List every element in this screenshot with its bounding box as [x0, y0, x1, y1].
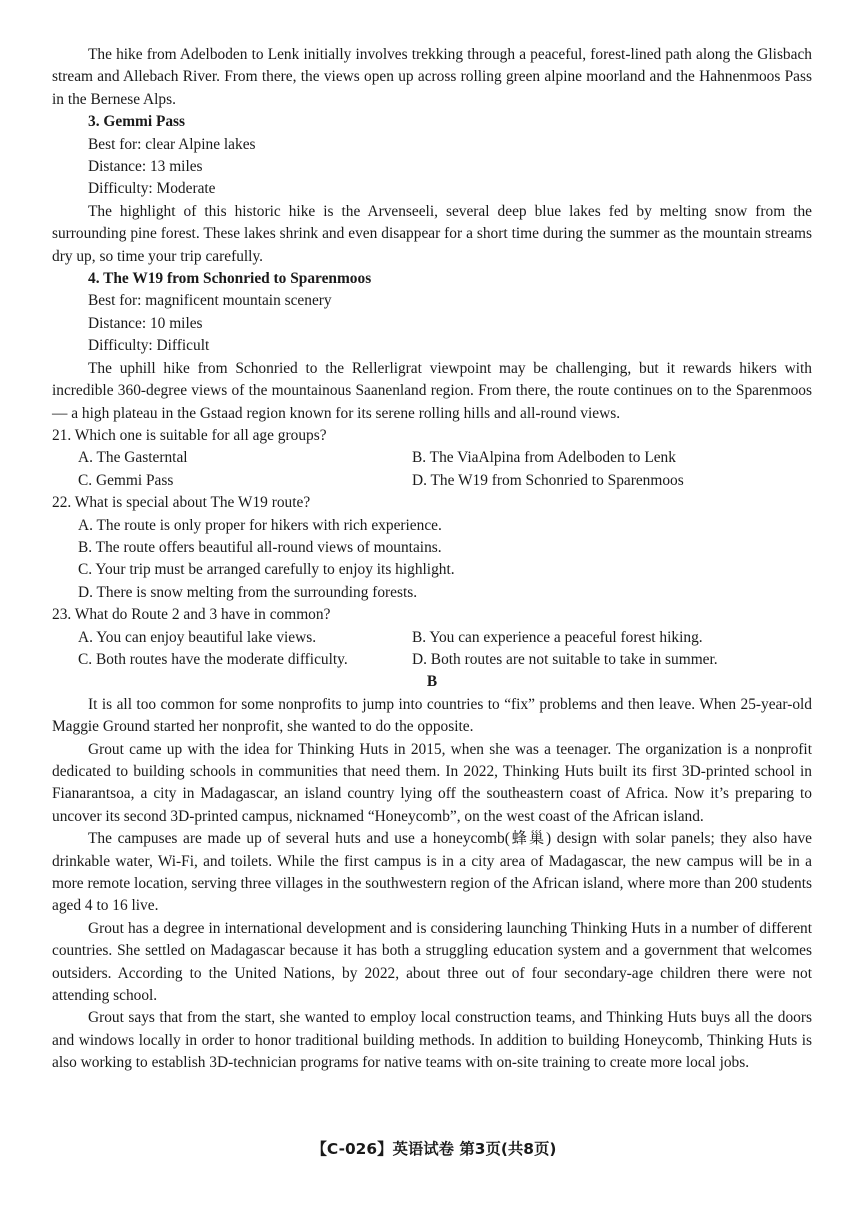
exam-page [52, 44, 812, 1075]
page-footer: 【C-026】英语试卷 第3页(共8页) [311, 1140, 557, 1158]
route4-difficulty: Difficulty: Difficult [88, 337, 210, 355]
q23-option-a: A. You can enjoy beautiful lake views. [78, 628, 317, 646]
q23-options-row1 [52, 627, 812, 649]
route3-title: 3. Gemmi Pass [88, 113, 186, 131]
passage-b-paragraph-4: Grout has a degree in international development and is considering launching Thinking Huts in a number of different countries. She settled on Madagascar because it has both a struggling education system and a government that welcomes outsiders. According to the United Nations, by 2022, about three out of four secondary-age children there were not attending school. [52, 919, 812, 1005]
q21-option-b: B. The ViaAlpina from Adelboden to Lenk [412, 449, 676, 467]
passage-b-paragraph-5: Grout says that from the start, she wanted to employ local construction teams, and Thinking Huts buys all the doors and windows locally in order to honor traditional building methods. In addition to building Honeycomb, Thinking Huts is also working to establish 3D-technician programs for native teams with on-site training to create more local jobs. [52, 1009, 812, 1072]
passage-b-paragraph-3: The campuses are made up of several huts and use a honeycomb(蜂巢) design with solar panels; they also have drinkable water, Wi-Fi, and toilets. While the first campus is in a city area of Madagascar, the new campus will be in a more remote location, serving three villages in the southwestern region of the African island, where more than 200 students aged 4 to 16 live. [52, 830, 812, 915]
route4-best-for: Best for: magnificent mountain scenery [88, 292, 332, 310]
q22-option-a: A. The route is only proper for hikers with rich experience. [78, 516, 442, 534]
route4-title: 4. The W19 from Schonried to Sparenmoos [88, 270, 372, 288]
q23-option-d: D. Both routes are not suitable to take in summer. [412, 650, 718, 668]
question-22: 22. What is special about The W19 route? [52, 494, 311, 512]
question-23: 23. What do Route 2 and 3 have in common? [52, 606, 331, 624]
q23-options-row2 [52, 649, 812, 671]
q21-option-a: A. The Gasterntal [78, 449, 188, 467]
q21-option-d: D. The W19 from Schonried to Sparenmoos [412, 471, 684, 489]
q21-option-c: C. Gemmi Pass [78, 471, 174, 489]
route3-distance: Distance: 13 miles [88, 158, 203, 176]
q22-option-b: B. The route offers beautiful all-round views of mountains. [78, 538, 442, 556]
q22-option-d: D. There is snow melting from the surrounding forests. [78, 583, 418, 601]
section-b-label: B [426, 673, 438, 691]
route3-description: The highlight of this historic hike is the Arvenseeli, several deep blue lakes fed by melting snow from the surrounding pine forest. These lakes shrink and even disappear for a short time during the summer as the mountain streams dry up, so time your trip carefully. [52, 202, 812, 265]
q23-option-c: C. Both routes have the moderate difficulty. [78, 650, 348, 668]
route3-difficulty: Difficulty: Moderate [88, 180, 216, 198]
intro-paragraph: The hike from Adelboden to Lenk initially involves trekking through a peaceful, forest-lined path along the Glisbach stream and Allebach River. From there, the views open up across rolling green alpine moorland and the Hahnenmoos Pass in the Bernese Alps. [52, 46, 812, 108]
q21-options-row2 [52, 470, 812, 492]
route4-description: The uphill hike from Schonried to the Rellerligrat viewpoint may be challenging, but it rewards hikers with incredible 360-degree views of the mountainous Saanenland region. From there, the route continues on to the Sparenmoos — a high plateau in the Gstaad region known for its serene rolling hills and all-round views. [52, 359, 812, 422]
route3-best-for: Best for: clear Alpine lakes [88, 135, 256, 153]
question-21: 21. Which one is suitable for all age groups? [52, 426, 327, 444]
q22-option-c: C. Your trip must be arranged carefully to enjoy its highlight. [78, 561, 455, 579]
passage-b-paragraph-1: It is all too common for some nonprofits to jump into countries to “fix” problems and then leave. When 25-year-old Maggie Ground started her nonprofit, she wanted to do the opposite. [52, 695, 812, 736]
q23-option-b: B. You can experience a peaceful forest hiking. [412, 628, 703, 646]
passage-b-paragraph-2: Grout came up with the idea for Thinking Huts in 2015, when she was a teenager. The organization is a nonprofit dedicated to building schools in communities that need them. In 2022, Thinking Huts built its first 3D-printed school in Fianarantsoa, a city in Madagascar, an island country lying off the southeastern coast of Africa. Now it’s preparing to uncover its second 3D-printed campus, nicknamed “Honeycomb”, on the west coast of the African island. [52, 740, 812, 825]
route4-distance: Distance: 10 miles [88, 314, 203, 332]
q21-options-row1 [52, 447, 812, 469]
